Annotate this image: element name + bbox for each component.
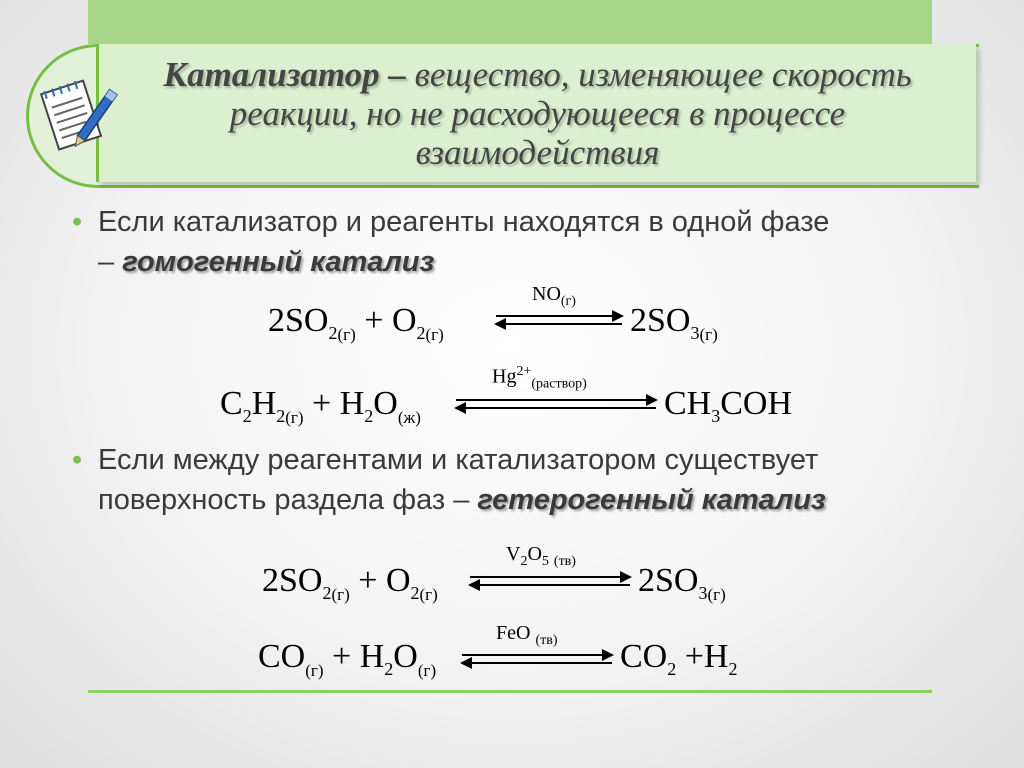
equilibrium-arrow-4 [462,652,612,666]
definition-line1: вещество, изменяющее скорость [414,54,912,94]
top-green-band [88,0,932,44]
keyword-heterogeneous: гетерогенный катализ [477,484,826,516]
catalyst-charge: 2+ [516,364,532,379]
catalyst-state: (раствор) [531,376,587,392]
bullet-dot: • [72,206,83,238]
equilibrium-arrow-3 [470,574,630,588]
equation-1-left: $2SO_{2(г)} + O_{2(г)}$ [268,302,444,344]
catalyst-label-2 [492,364,587,393]
catalyst-formula: Hg [492,365,517,388]
equation-3-left: $2SO_{2(г)} + O_{2(г)}$ [262,562,438,604]
bullet-line1: Если между реагентами и катализатором существует [98,444,819,476]
equilibrium-arrow-2 [456,397,656,411]
bullet-homogeneous [72,202,952,282]
notepad-pen-icon [38,72,118,162]
equation-2-left: $C_2H_{2(г)} + H_2O_{(ж)}$ [220,385,421,427]
equation-3-right: $2SO_{3(г)}$ [638,562,726,604]
equilibrium-arrow-1 [496,313,622,327]
keyword-homogeneous: гомогенный катализ [122,246,435,278]
definition-text [133,55,941,172]
definition-line3: взаимодействия [415,132,660,172]
equation-1-right: $2SO_{3(г)}$ [630,302,718,344]
bullet-text [72,202,952,282]
equation-2-right: $CH_3COH$ [664,385,793,426]
definition-line2: реакции, но не расходующееся в процессе [229,93,846,133]
catalyst-label-4: FeO $_{(тв)}$ [496,622,558,648]
bullet-line2-prefix: – [98,246,123,278]
bullet-dot: • [72,444,83,476]
equation-4-right: $CO_2 +H_2$ [620,638,738,679]
catalyst-formula: NO [532,283,561,305]
definition-box [96,44,976,182]
bullet-line2-prefix: поверхность раздела фаз – [98,484,478,516]
bullet-heterogeneous [72,440,952,520]
bullet-line1: Если катализатор и реагенты находятся в одной фазе [98,206,830,238]
catalyst-state: (г) [560,294,576,309]
definition-term: Катализатор – [163,54,415,94]
bullet-text [72,440,952,520]
equation-4-left: $CO_{(г)} + H_2O_{(г)}$ [258,638,437,680]
catalyst-label-3: $V_2O_5$ $_{(тв)}$ [506,543,576,569]
catalyst-label-1 [532,283,576,310]
bottom-divider [88,690,932,693]
